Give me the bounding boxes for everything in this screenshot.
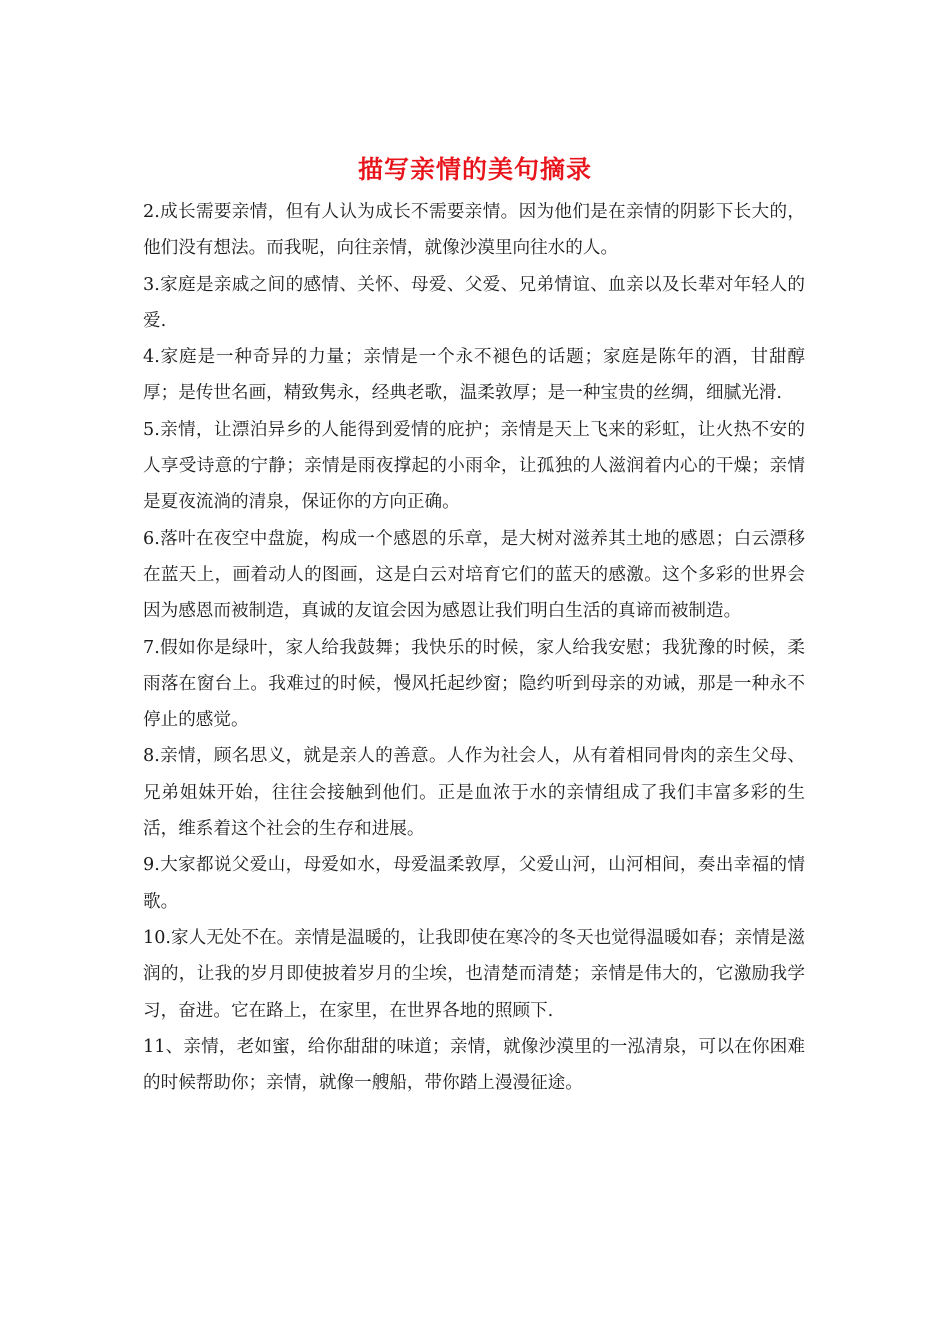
document-title: 描写亲情的美句摘录 — [357, 155, 592, 184]
paragraph: 6.落叶在夜空中盘旋，构成一个感恩的乐章，是大树对滋养其土地的感恩；白云漂移在蓝天上，画着动人的图画，这是白云对培育它们的蓝天的感激。这个多彩的世界会因为感恩而被制造，真诚的友谊会因为感恩让我们明白生活的真谛而被制造。 — [143, 528, 805, 622]
paragraph: 7.假如你是绿叶，家人给我鼓舞；我快乐的时候，家人给我安慰；我犹豫的时候，柔雨落在窗台上。我难过的时候，慢风托起纱窗；隐约听到母亲的劝诫，那是一种永不停止的感觉。 — [143, 637, 805, 731]
paragraph: 11、亲情，老如蜜，给你甜甜的味道；亲情，就像沙漠里的一泓清泉，可以在你困难的时候帮助你；亲情，就像一艘船，带你踏上漫漫征途。 — [143, 1036, 805, 1094]
paragraph: 8.亲情，顾名思义，就是亲人的善意。人作为社会人，从有着相同骨肉的亲生父母、兄弟姐妹开始，往往会接触到他们。正是血浓于水的亲情组成了我们丰富多彩的生活，维系着这个社会的生存和进展。 — [143, 746, 805, 840]
paragraph: 10.家人无处不在。亲情是温暖的，让我即使在寒冷的冬天也觉得温暖如春；亲情是滋润的，让我的岁月即使披着岁月的尘埃，也清楚而清楚；亲情是伟大的，它激励我学习，奋进。它在路上，在家里，在世界各地的照顾下. — [143, 927, 805, 1021]
paragraph: 3.家庭是亲戚之间的感情、关怀、母爱、父爱、兄弟情谊、血亲以及长辈对年轻人的爱. — [143, 274, 805, 331]
paragraph: 4.家庭是一种奇异的力量；亲情是一个永不褪色的话题；家庭是陈年的酒，甘甜醇厚；是传世名画，精致隽永，经典老歌，温柔敦厚；是一种宝贵的丝绸，细腻光滑. — [143, 347, 805, 404]
document-body — [143, 194, 805, 1101]
paragraph: 2.成长需要亲情，但有人认为成长不需要亲情。因为他们是在亲情的阴影下长大的，他们没有想法。而我呢，向往亲情，就像沙漠里向往水的人。 — [143, 202, 805, 259]
paragraph: 5.亲情，让漂泊异乡的人能得到爱情的庇护；亲情是天上飞来的彩虹，让火热不安的人享受诗意的宁静；亲情是雨夜撑起的小雨伞，让孤独的人滋润着内心的干燥；亲情是夏夜流淌的清泉，保证你的方向正确。 — [143, 419, 805, 513]
paragraph: 9.大家都说父爱山，母爱如水，母爱温柔敦厚，父爱山河，山河相间，奏出幸福的情歌。 — [143, 855, 805, 912]
